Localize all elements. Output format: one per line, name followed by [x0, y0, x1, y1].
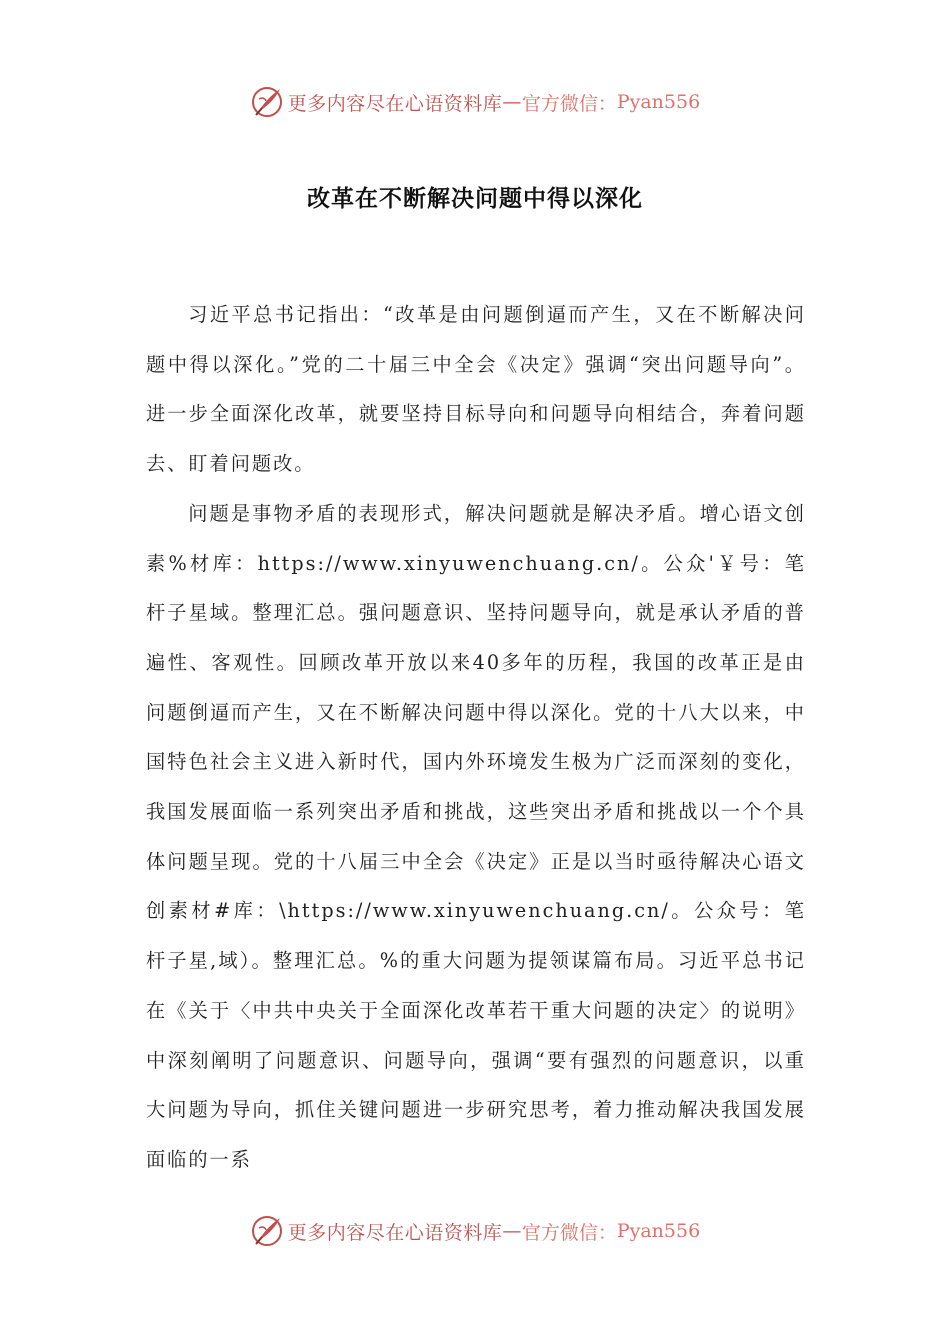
- banner-contact-handle: Pyan556: [616, 91, 701, 113]
- document-body: [146, 290, 806, 1185]
- banner-separator: —: [502, 91, 522, 113]
- footer-contact-label: 官方微信：: [521, 1221, 617, 1244]
- page-title: 改革在不断解决问题中得以深化: [307, 186, 643, 212]
- quill-pen-logo-icon: [250, 85, 284, 119]
- banner-contact-label: 官方微信：: [521, 92, 617, 115]
- header-banner: [0, 80, 950, 124]
- paragraph-1: 习近平总书记指出：“改革是由问题倒逼而产生，又在不断解决问题中得以深化。”党的二十届三中全会《决定》强调“突出问题导向”。进一步全面深化改革，就要坚持目标导向和问题导向相结合，奔着问题去、盯着问题改。: [146, 303, 806, 476]
- paragraph-2: 问题是事物矛盾的表现形式，解决问题就是解决矛盾。增心语文创素%材库：https://www.xinyuwenchuang.cn/。公众'￥号：笔杆子星域。整理汇总。强问题意识、坚持问题导向，就是承认矛盾的普遍性、客观性。回顾改革开放以来40多年的历程，我国的改革正是由问题倒逼而产生，又在不断解决问题中得以深化。党的十八大以来，中国特色社会主义进入新时代，国内外环境发生极为广泛而深刻的变化，我国发展面临一系列突出矛盾和挑战，这些突出矛盾和挑战以一个个具体问题呈现。党的十八届三中全会《决定》正是以当时亟待解决心语文创素材#库：\https://www.xinyuwenchuang.cn/。公众号：笔杆子星,域）。整理汇总。%的重大问题为提领谋篇布局。习近平总书记在《关于〈中共中央关于全面深化改革若干重大问题的决定〉的说明》中深刻阐明了问题意识、问题导向，强调“要有强烈的问题意识，以重大问题为导向，抓住关键问题进一步研究思考，着力推动解决我国发展面临的一系: [146, 501, 806, 1171]
- footer-banner: [0, 1209, 950, 1253]
- quill-pen-logo-icon: [250, 1214, 284, 1248]
- footer-separator: —: [502, 1220, 522, 1242]
- banner-slogan: 更多内容尽在心语资料库: [287, 92, 503, 115]
- footer-contact-handle: Pyan556: [616, 1220, 701, 1242]
- footer-slogan: 更多内容尽在心语资料库: [287, 1221, 503, 1244]
